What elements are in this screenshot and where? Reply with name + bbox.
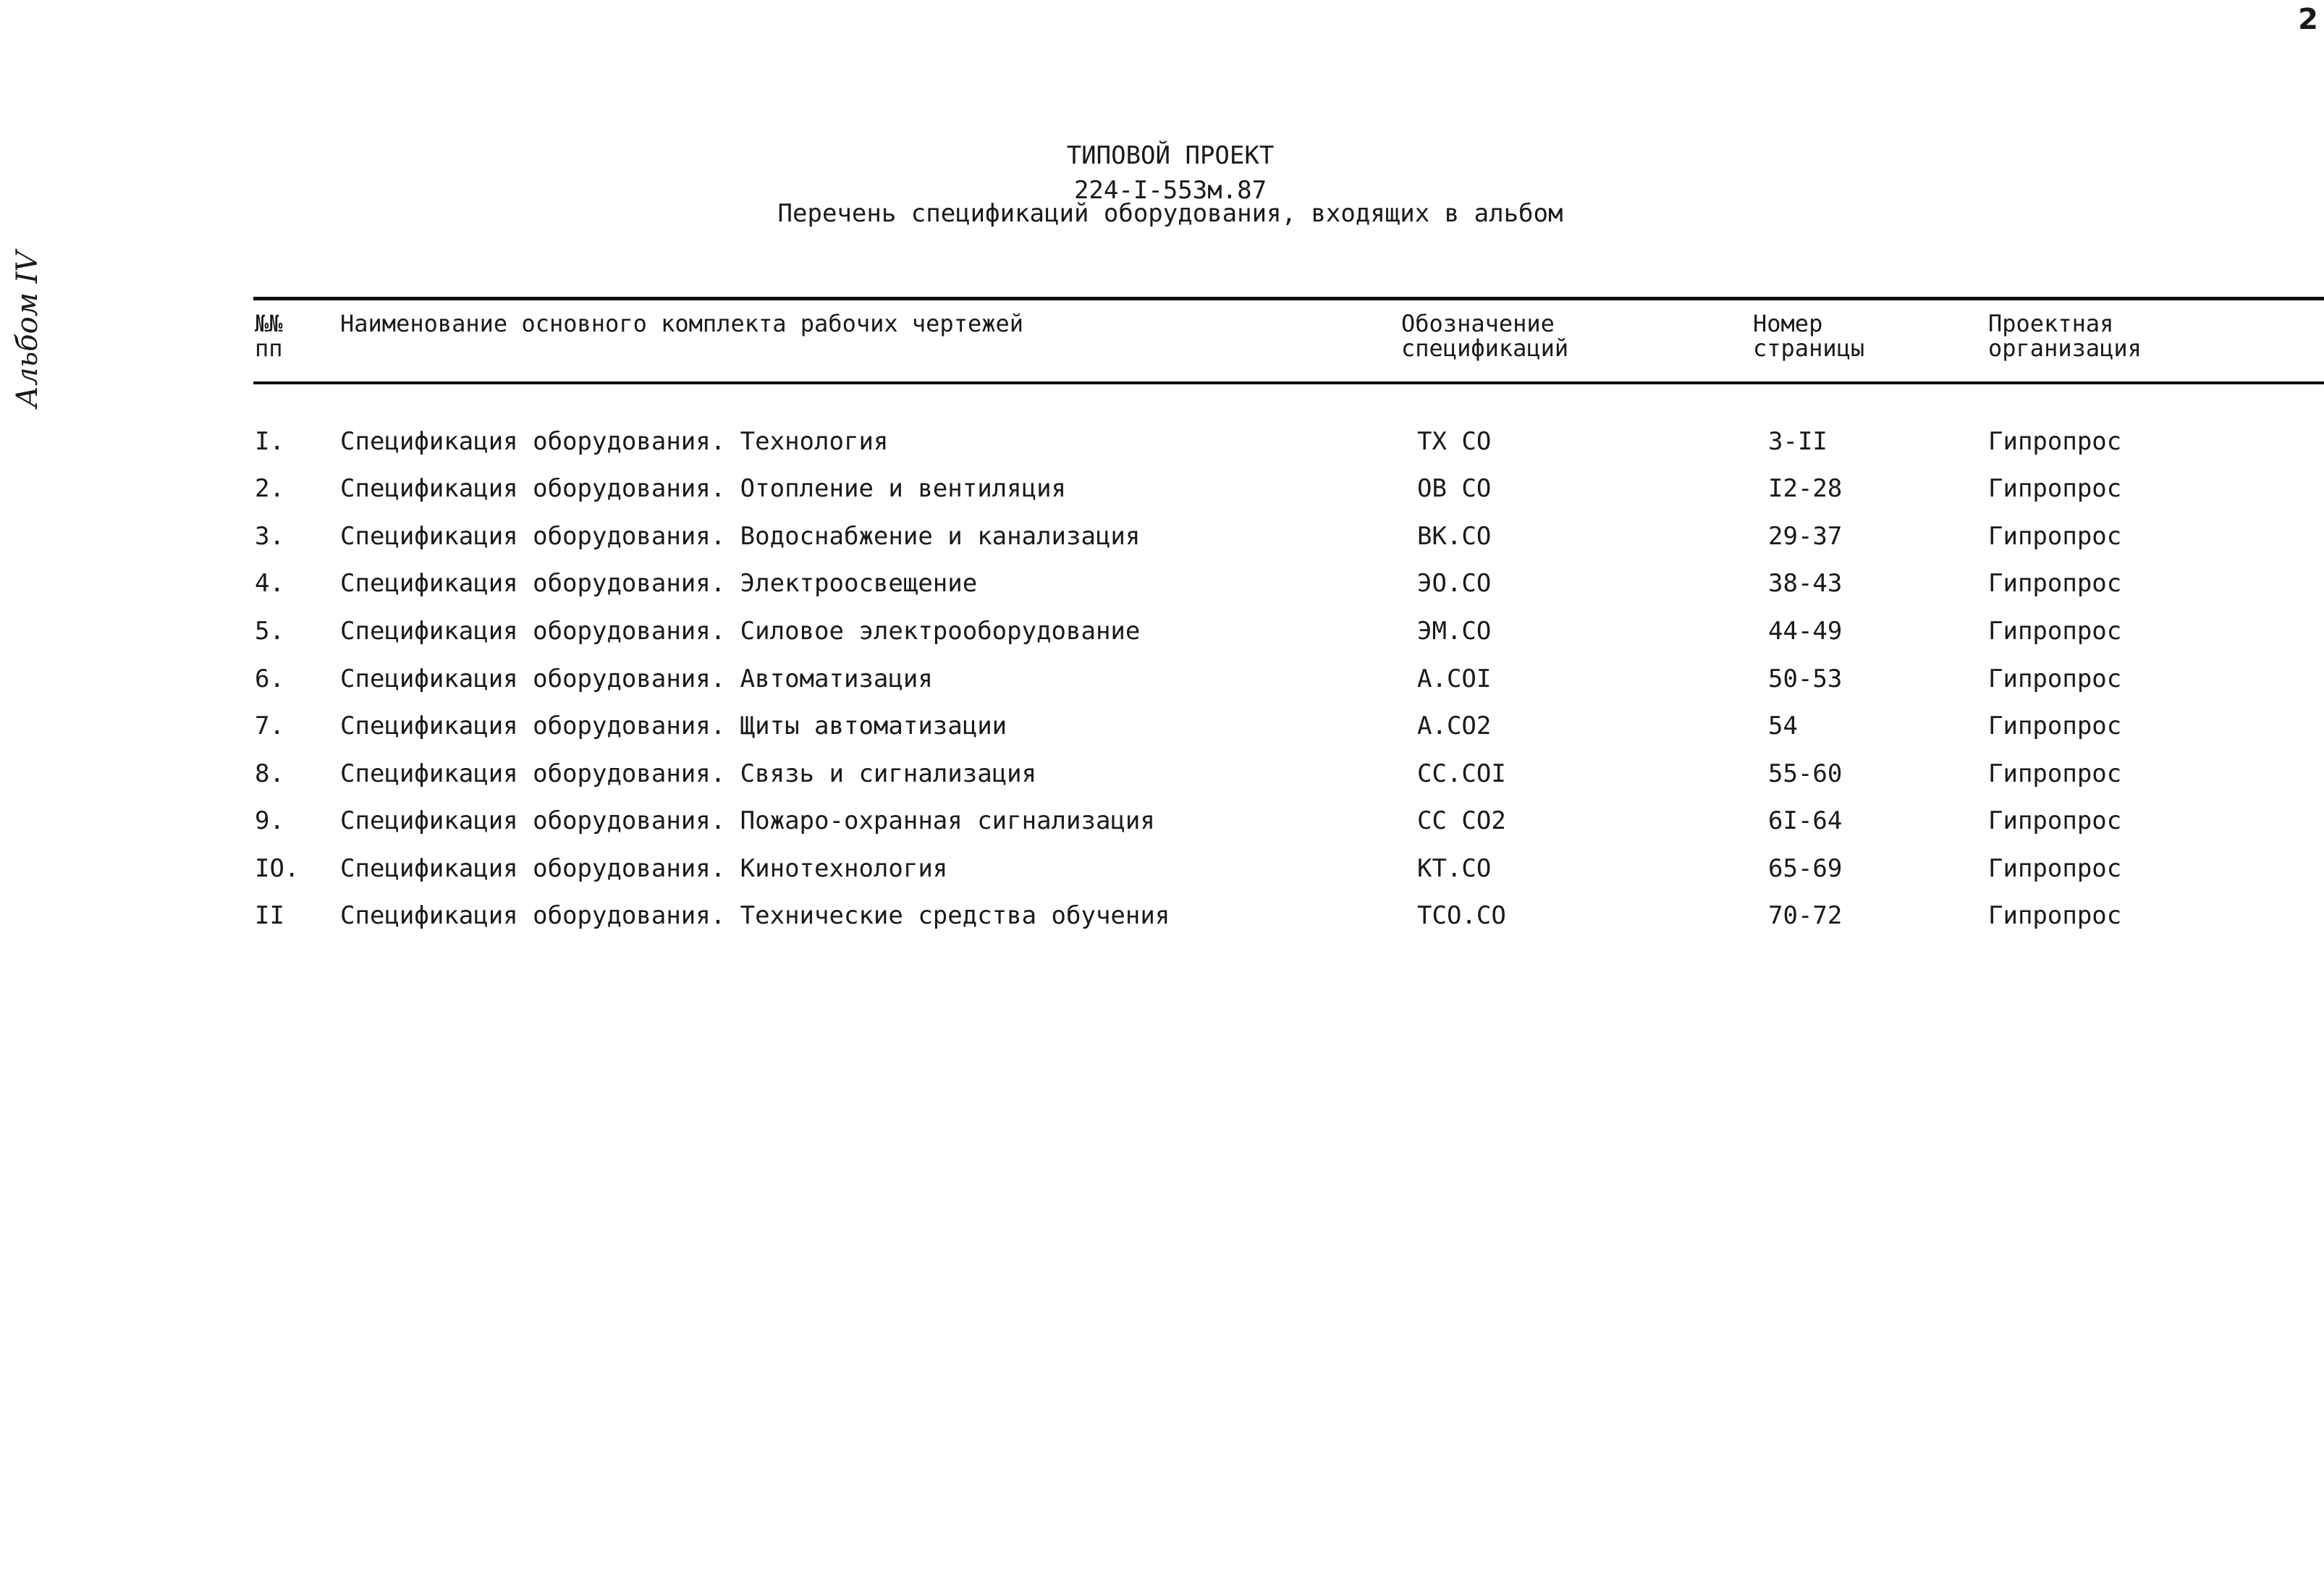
row-number: 3. — [255, 522, 284, 551]
project-code: 224-I-553м.87 — [1073, 176, 1267, 205]
album-annotation: Альбом IV — [11, 250, 44, 408]
row-number: 2. — [255, 474, 284, 503]
row-organization: Гипропрос — [1988, 901, 2122, 930]
row-pages: 44-49 — [1768, 617, 1843, 646]
row-name: Спецификация оборудования. Водоснабжение и канализация — [340, 522, 1141, 551]
row-code: ЭМ.СО — [1417, 617, 1492, 646]
row-name: Спецификация оборудования. Связь и сигнализация — [340, 759, 1037, 788]
column-header-line: Проектная — [1988, 310, 2114, 337]
row-code: ЭО.СО — [1417, 569, 1492, 598]
row-number: I. — [255, 427, 284, 456]
row-pages: 50-53 — [1768, 664, 1843, 693]
row-organization: Гипропрос — [1988, 427, 2122, 456]
column-header-line: пп — [255, 334, 283, 362]
row-number: 7. — [255, 712, 284, 740]
row-name: Спецификация оборудования. Электроосвещение — [340, 569, 978, 598]
row-code: ТХ СО — [1417, 427, 1492, 456]
column-header-line: №№ — [255, 310, 283, 337]
row-organization: Гипропрос — [1988, 854, 2122, 883]
row-organization: Гипропрос — [1988, 712, 2122, 740]
column-header-pages — [1753, 311, 1864, 360]
row-name: Спецификация оборудования. Силовое электрооборудование — [340, 617, 1141, 646]
column-header-name — [340, 311, 1023, 336]
row-organization: Гипропрос — [1988, 759, 2122, 788]
table-top-rule — [253, 297, 2324, 300]
row-number: 6. — [255, 664, 284, 693]
row-number: 4. — [255, 569, 284, 598]
row-organization: Гипропрос — [1988, 617, 2122, 646]
row-name: Спецификация оборудования. Отопление и вентиляция — [340, 474, 1067, 503]
row-organization: Гипропрос — [1988, 569, 2122, 598]
row-code: ТСО.СО — [1417, 901, 1506, 930]
row-number: II — [255, 901, 284, 930]
column-header-line: Обозначение — [1401, 310, 1555, 337]
row-name: Спецификация оборудования. Кинотехнология — [340, 854, 948, 883]
row-organization: Гипропрос — [1988, 806, 2122, 835]
column-header-org — [1988, 311, 2142, 360]
row-pages: 3-II — [1768, 427, 1827, 456]
row-code: ВК.СО — [1417, 522, 1492, 551]
row-name: Спецификация оборудования. Технология — [340, 427, 889, 456]
table-header-rule — [253, 381, 2324, 384]
row-pages: 54 — [1768, 712, 1798, 740]
row-pages: 65-69 — [1768, 854, 1843, 883]
table-row — [0, 617, 2324, 660]
column-header-line: спецификаций — [1401, 334, 1569, 362]
table-row — [0, 664, 2324, 708]
row-organization: Гипропрос — [1988, 664, 2122, 693]
row-pages: 70-72 — [1768, 901, 1843, 930]
row-number: 8. — [255, 759, 284, 788]
row-code: А.СОI — [1417, 664, 1492, 693]
row-organization: Гипропрос — [1988, 474, 2122, 503]
row-code: ОВ СО — [1417, 474, 1492, 503]
row-number: 5. — [255, 617, 284, 646]
column-header-code — [1401, 311, 1568, 360]
column-header-line: Номер — [1753, 310, 1823, 337]
row-name: Спецификация оборудования. Пожаро-охранная сигнализация — [340, 806, 1155, 835]
row-name: Спецификация оборудования. Технические средства обучения — [340, 901, 1170, 930]
row-number: 9. — [255, 806, 284, 835]
page-number: 2 — [2298, 3, 2318, 36]
table-row — [0, 806, 2324, 850]
table-row — [0, 522, 2324, 565]
row-pages: 6I-64 — [1768, 806, 1843, 835]
row-pages: 38-43 — [1768, 569, 1843, 598]
column-header-line: Наименование основного комплекта рабочих чертежей — [340, 310, 1024, 337]
document-title: ТИПОВОЙ ПРОЕКТ — [1066, 141, 1275, 170]
row-pages: 55-60 — [1768, 759, 1843, 788]
table-row — [0, 759, 2324, 803]
column-header-num — [255, 311, 283, 360]
column-header-line: страницы — [1753, 334, 1865, 362]
row-name: Спецификация оборудования. Щиты автоматизации — [340, 712, 1007, 740]
row-pages: I2-28 — [1768, 474, 1843, 503]
table-row — [0, 427, 2324, 470]
table-row — [0, 854, 2324, 898]
row-code: КТ.СО — [1417, 854, 1492, 883]
table-row — [0, 569, 2324, 612]
row-code: СС СО2 — [1417, 806, 1506, 835]
document-subtitle: Перечень спецификаций оборудования, входящих в альбом — [777, 199, 1563, 228]
row-code: СС.СОI — [1417, 759, 1506, 788]
row-pages: 29-37 — [1768, 522, 1843, 551]
row-code: А.СО2 — [1417, 712, 1492, 740]
table-row — [0, 474, 2324, 518]
table-row — [0, 901, 2324, 945]
table-row — [0, 712, 2324, 755]
row-number: IO. — [255, 854, 300, 883]
row-name: Спецификация оборудования. Автоматизация — [340, 664, 933, 693]
row-organization: Гипропрос — [1988, 522, 2122, 551]
column-header-line: организация — [1988, 334, 2142, 362]
